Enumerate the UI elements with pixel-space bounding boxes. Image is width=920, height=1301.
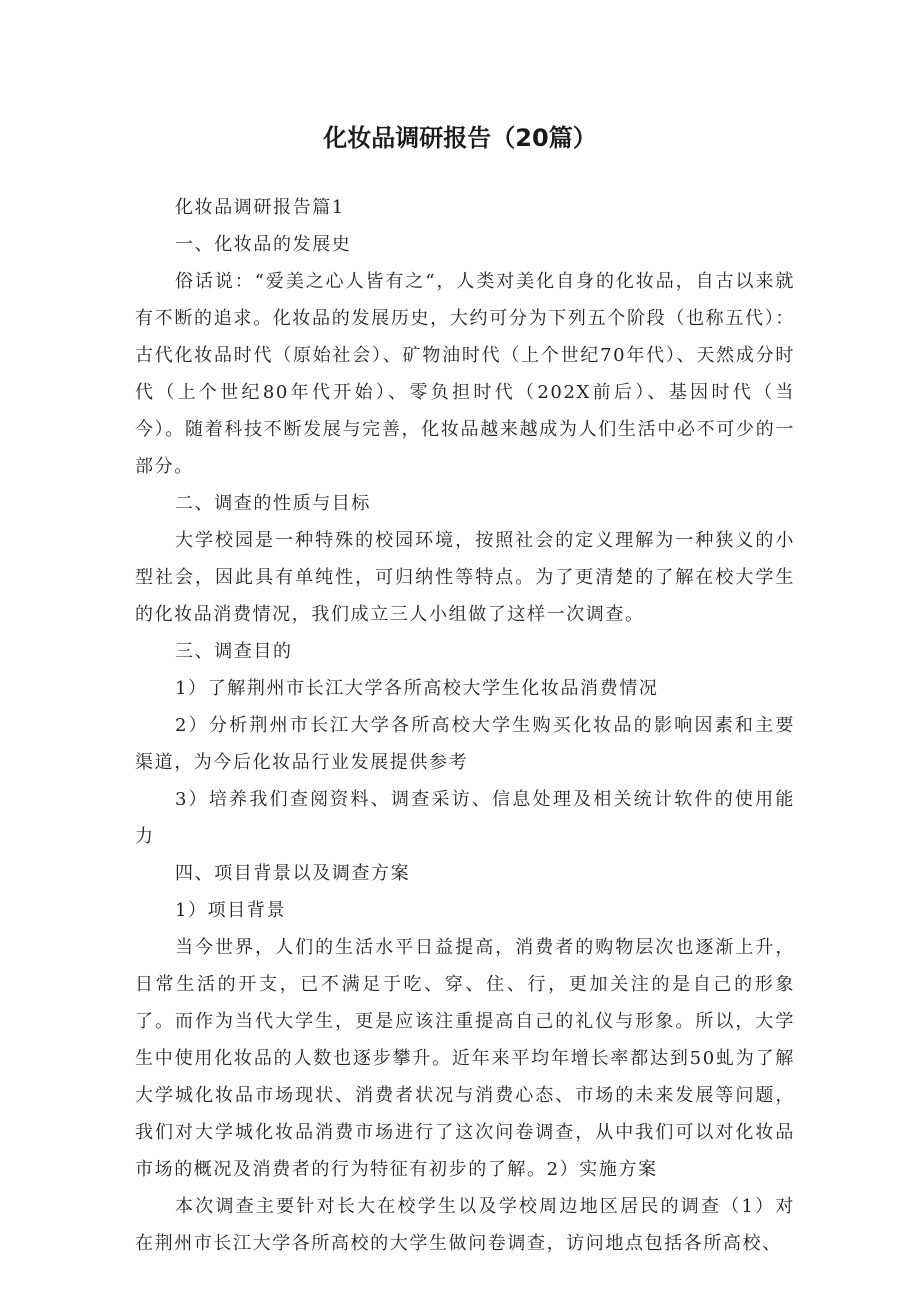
list-item-purpose-3: 3）培养我们查阅资料、调查采访、信息处理及相关统计软件的使用能力: [135, 789, 795, 847]
list-item-purpose-2: 2）分析荆州市长江大学各所高校大学生购买化妆品的影响因素和主要渠道，为今后化妆品行业发展提供参考: [135, 715, 795, 773]
section-heading-background-plan: 四、项目背景以及调查方案: [175, 863, 411, 884]
paragraph-history: 俗话说：“爱美之心人皆有之“，人类对美化自身的化妆品，自古以来就有不断的追求。化妆品的发展历史，大约可分为下列五个阶段（也称五代）：古代化妆品时代（原始社会）、矿物油时代（上个世纪70年代）、天然成分时代（上个世纪80年代开始）、零负担时代（202X前后）、基因时代（当今）。随着科技不断发展与完善，化妆品越来越成为人们生活中必不可少的一部分。: [135, 271, 795, 477]
document-body: [135, 189, 795, 1262]
section-heading-report-1: 化妆品调研报告篇1: [175, 197, 345, 218]
paragraph-project-background: 当今世界，人们的生活水平日益提高，消费者的购物层次也逐渐上升，日常生活的开支，已不满足于吃、穿、住、行，更加关注的是自己的形象了。而作为当代大学生，更是应该注重提高自己的礼仪与形象。所以，大学生中使用化妆品的人数也逐步攀升。近年来平均年增长率都达到50虬为了解大学城化妆品市场现状、消费者状况与消费心态、市场的未来发展等问题，我们对大学城化妆品消费市场进行了这次问卷调查，从中我们可以对化妆品市场的概况及消费者的行为特征有初步的了解。2）实施方案: [135, 937, 795, 1180]
paragraph-nature-goals: 大学校园是一种特殊的校园环境，按照社会的定义理解为一种狭义的小型社会，因此具有单纯性，可归纳性等特点。为了更清楚的了解在校大学生的化妆品消费情况，我们成立三人小组做了这样一次调查。: [135, 530, 795, 625]
paragraph-survey-scope: 本次调查主要针对长大在校学生以及学校周边地区居民的调查（1）对在荆州市长江大学各所高校的大学生做问卷调查，访问地点包括各所高校、: [135, 1196, 795, 1254]
document-title: 化妆品调研报告（20篇）: [323, 124, 597, 152]
section-heading-nature-goals: 二、调查的性质与目标: [175, 493, 371, 514]
subheading-project-background: 1）项目背景: [175, 900, 287, 921]
section-heading-purpose: 三、调查目的: [175, 641, 293, 662]
list-item-purpose-1: 1）了解荆州市长江大学各所高校大学生化妆品消费情况: [175, 678, 659, 699]
section-heading-history: 一、化妆品的发展史: [175, 234, 352, 255]
